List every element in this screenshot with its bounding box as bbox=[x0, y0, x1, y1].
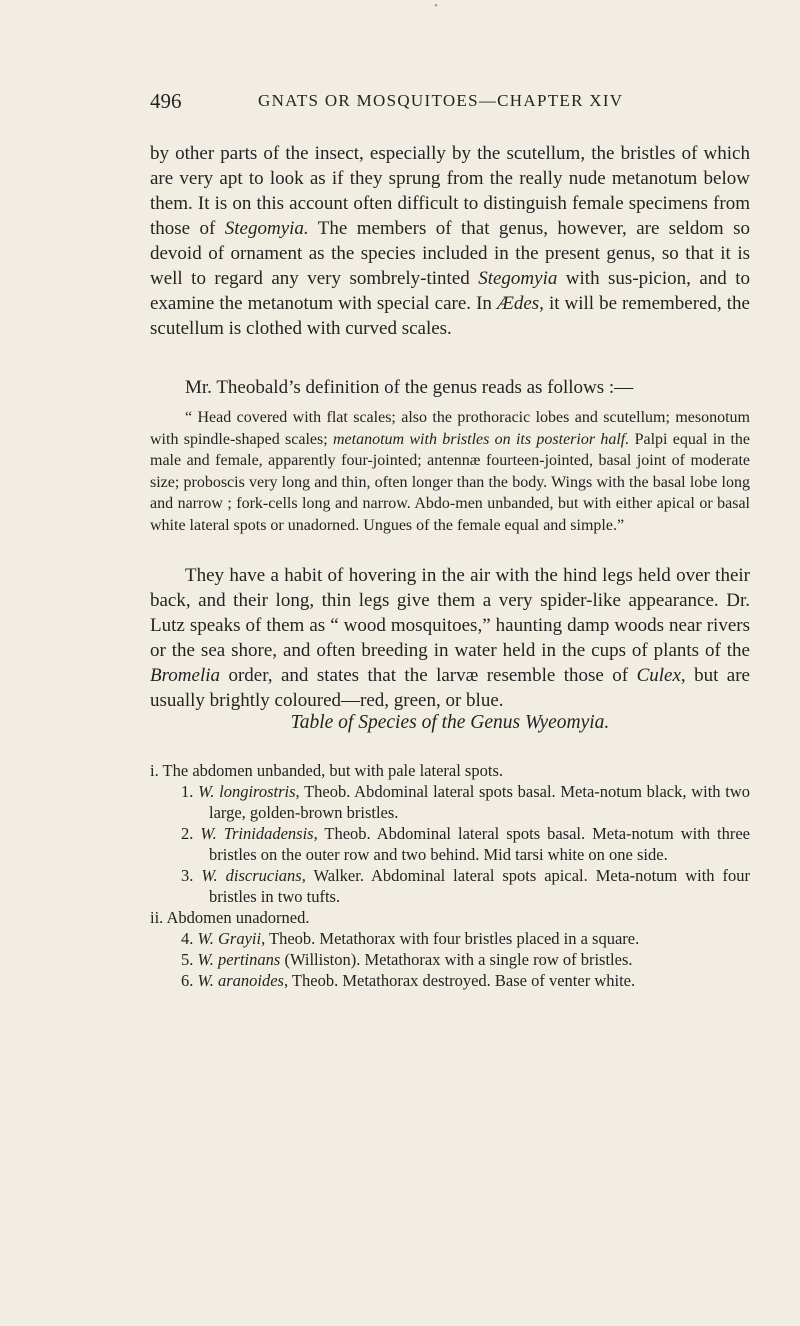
paragraph-continuation: by other parts of the insect, especially by the scutellum, the bristles of which are very apt to look as if they sprung from the really nude metanotum below them. It is on this account often difficult to distinguish female specimens from those of Stegomyia. The members of that genus, however, are seldom so devoid of ornament as the species included in the present genus, so that it is well to regard any very sombrely-tinted Stegomyia with sus-picion, and to examine the metanotum with special care. In Ædes, it will be remembered, the scutellum is clothed with curved scales. bbox=[150, 143, 750, 339]
species-table bbox=[150, 760, 750, 991]
page-header bbox=[150, 89, 750, 123]
group-heading: i. The abdomen unbanded, but with pale lateral spots. bbox=[150, 761, 503, 780]
definition-intro: Mr. Theobald’s definition of the genus reads as follows :— bbox=[185, 377, 634, 398]
species-entry: 4. W. Grayii, Theob. Metathorax with four bristles placed in a square. bbox=[181, 929, 640, 948]
species-entry: 6. W. aranoides, Theob. Metathorax destroyed. Base of venter white. bbox=[181, 971, 636, 990]
genus-definition-quote: “ Head covered with flat scales; also the prothoracic lobes and scutellum; mesonotum with spindle-shaped scales; metanotum with bristles on its posterior half. Palpi equal in the male and female, apparently four-jointed; antennæ fourteen-jointed, basal joint of moderate size; proboscis very long and thin, often longer than the body. Wings with the basal lobe long and narrow ; fork-cells long and narrow. Abdo-men unbanded, but with either apical or basal white lateral spots or unadorned. Ungues of the female equal and simple.” bbox=[150, 409, 751, 534]
group-heading: ii. Abdomen unadorned. bbox=[150, 908, 310, 927]
species-entry: 1. W. longirostris, Theob. Abdominal lateral spots basal. Meta-notum black, with two large, golden-brown bristles. bbox=[181, 782, 750, 822]
page-number: 496 bbox=[150, 89, 182, 113]
species-entry: 2. W. Trinidadensis, Theob. Abdominal lateral spots basal. Meta-notum with three bristles on the outer row and two behind. Mid tarsi white on one side. bbox=[181, 824, 750, 864]
habits-paragraph: They have a habit of hovering in the air with the hind legs held over their back, and their long, thin legs give them a very spider-like appearance. Dr. Lutz speaks of them as “ wood mosquitoes,” haunting damp woods near rivers or the sea shore, and often breeding in water held in the cups of plants of the Bromelia order, and states that the larvæ resemble those of Culex, but are usually brightly coloured—red, green, or blue. bbox=[150, 565, 750, 711]
print-speck: • bbox=[434, 0, 438, 12]
running-head: GNATS OR MOSQUITOES—CHAPTER XIV bbox=[258, 91, 624, 110]
species-entry: 3. W. discrucians, Walker. Abdominal lateral spots apical. Meta-notum with four bristles in two tufts. bbox=[181, 866, 750, 906]
species-entry: 5. W. pertinans (Williston). Metathorax with a single row of bristles. bbox=[181, 950, 633, 969]
table-title: Table of Species of the Genus Wyeomyia. bbox=[290, 712, 610, 733]
